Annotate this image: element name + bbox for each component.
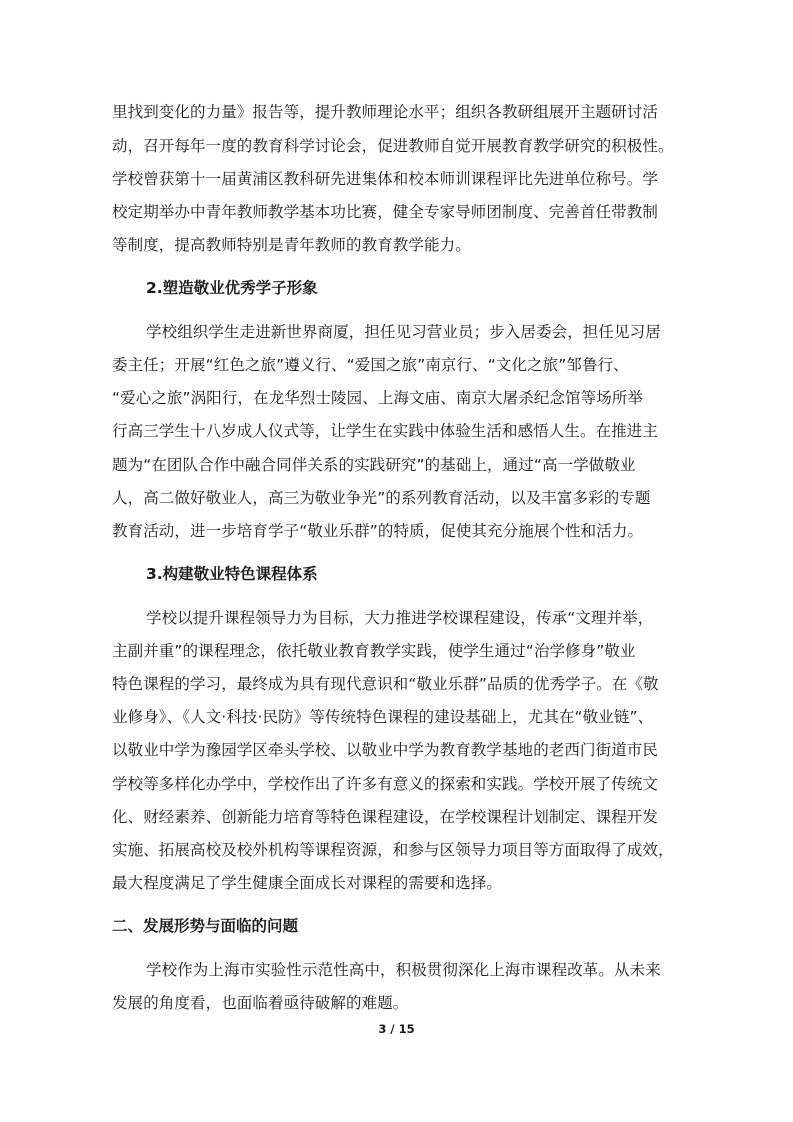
subsection-heading: 2.塑造敬业优秀学子形象 bbox=[146, 279, 318, 297]
text-line: 学校作为上海市实验性示范性高中，积极贯彻深化上海市课程改革。从未来 bbox=[146, 961, 661, 979]
text-line: 业修身》、《人文·科技·民防》等传统特色课程的建设基础上，尤其在“敬业链”、 bbox=[112, 708, 654, 726]
text-line: 行高三学生十八岁成人仪式等，让学生在实践中体验生活和感悟人生。在推进主 bbox=[112, 422, 659, 440]
text-line: 委主任；开展“红色之旅”遵义行、“爱国之旅”南京行、“文化之旅”邹鲁行、 bbox=[112, 356, 629, 374]
text-line: 动，召开每年一度的教育科学讨论会，促进教师自觉开展教育教学研究的积极性。 bbox=[112, 137, 674, 155]
text-line: “爱心之旅”涡阳行，在龙华烈士陵园、上海文庙、南京大屠杀纪念馆等场所举 bbox=[112, 389, 644, 407]
text-line: 校定期举办中青年教师教学基本功比赛，健全专家导师团制度、完善首任带教制 bbox=[112, 203, 659, 221]
text-line: 最大程度满足了学生健康全面成长对课程的需要和选择。 bbox=[112, 874, 503, 892]
text-line: 实施、拓展高校及校外机构等课程资源，和参与区领导力项目等方面取得了成效， bbox=[112, 841, 674, 859]
text-line: 学校等多样化办学中，学校作出了许多有意义的探索和实践。学校开展了传统文 bbox=[112, 775, 659, 793]
section-heading: 二、发展形势与面临的问题 bbox=[112, 917, 299, 935]
text-line: 主副并重”的课程理念，依托敬业教育教学实践，使学生通过“治学修身”敬业 bbox=[112, 642, 636, 660]
text-line: 题为“在团队合作中融合同伴关系的实践研究”的基础上，通过“高一学做敬业 bbox=[112, 456, 636, 474]
text-line: 化、财经素养、创新能力培育等特色课程建设，在学校课程计划制定、课程开发 bbox=[112, 808, 659, 826]
text-line: 人，高二做好敬业人，高三为敬业争光”的系列教育活动，以及丰富多彩的专题 bbox=[112, 489, 651, 507]
subsection-heading: 3.构建敬业特色课程体系 bbox=[146, 565, 318, 583]
text-line: 里找到变化的力量》报告等，提升教师理论水平；组织各教研组展开主题研讨活 bbox=[112, 103, 659, 121]
text-line: 发展的角度看，也面临着亟待破解的难题。 bbox=[112, 994, 409, 1012]
text-line: 学校曾获第十一届黄浦区教科研先进集体和校本师训课程评比先进单位称号。学 bbox=[112, 170, 659, 188]
text-line: 学校组织学生走进新世界商厦，担任见习营业员；步入居委会，担任见习居 bbox=[146, 323, 661, 341]
text-line: 学校以提升课程领导力为目标，大力推进学校课程建设，传承“文理并举， bbox=[146, 609, 654, 627]
text-line: 特色课程的学习，最终成为具有现代意识和“敬业乐群”品质的优秀学子。在《敬 bbox=[112, 675, 659, 693]
text-line: 教育活动，进一步培育学子“敬业乐群”的特质，促使其充分施展个性和活力。 bbox=[112, 522, 644, 540]
text-line: 等制度，提高教师特别是青年教师的教育教学能力。 bbox=[112, 236, 471, 254]
text-line: 以敬业中学为豫园学区牵头学校、以敬业中学为教育教学基地的老西门街道市民 bbox=[112, 741, 659, 759]
page-number: 3 / 15 bbox=[378, 1022, 415, 1036]
